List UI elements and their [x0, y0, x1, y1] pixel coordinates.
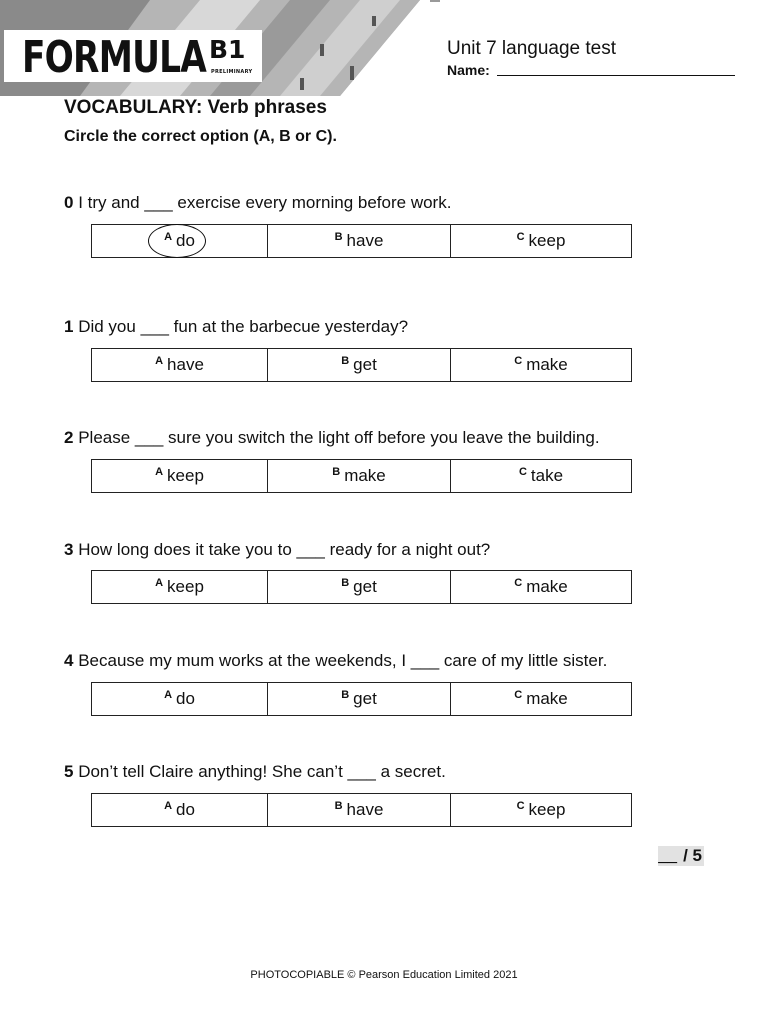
- question-text: Did you ___ fun at the barbecue yesterday?: [78, 317, 409, 336]
- option-b[interactable]: [267, 571, 450, 603]
- option-text: have: [346, 231, 384, 250]
- option-a[interactable]: [92, 794, 267, 826]
- option-b[interactable]: [267, 225, 450, 257]
- option-text: keep: [167, 466, 204, 485]
- question-number: 0: [64, 193, 74, 212]
- option-letter: B: [341, 689, 350, 701]
- option-text: keep: [167, 577, 204, 596]
- level-badge: B1: [209, 35, 246, 64]
- option-letter: B: [334, 800, 343, 812]
- option-letter: B: [341, 355, 350, 367]
- question-1: [64, 317, 408, 337]
- option-letter: C: [514, 355, 523, 367]
- question-number: 5: [64, 762, 74, 781]
- option-c[interactable]: [450, 683, 631, 715]
- option-text: take: [530, 466, 564, 485]
- option-letter: C: [516, 800, 525, 812]
- option-text: make: [526, 689, 568, 708]
- option-letter: C: [516, 231, 525, 243]
- question-text: Because my mum works at the weekends, I ___ care of my little sister.: [78, 651, 608, 670]
- option-text: keep: [528, 231, 566, 250]
- option-a[interactable]: [92, 571, 267, 603]
- question-text: I try and ___ exercise every morning before work.: [78, 193, 452, 212]
- option-c[interactable]: [450, 225, 631, 257]
- level-subtitle: PRELIMINARY: [211, 69, 253, 75]
- option-c[interactable]: [450, 794, 631, 826]
- options-row-4: [91, 682, 632, 716]
- option-a[interactable]: [92, 225, 267, 257]
- question-number: 1: [64, 317, 74, 336]
- option-letter: A: [155, 466, 164, 478]
- option-text: have: [167, 355, 204, 374]
- question-2: [64, 428, 600, 448]
- name-field[interactable]: [497, 75, 735, 76]
- question-text: How long does it take you to ___ ready for a night out?: [78, 540, 491, 559]
- score-separator: /: [683, 846, 688, 865]
- option-a[interactable]: [92, 683, 267, 715]
- option-letter: A: [155, 577, 164, 589]
- section-title: VOCABULARY: Verb phrases: [64, 97, 327, 118]
- option-letter: B: [334, 231, 343, 243]
- options-row-2: [91, 459, 632, 493]
- option-text: do: [176, 689, 195, 708]
- option-letter: B: [341, 577, 350, 589]
- option-text: make: [526, 577, 568, 596]
- option-text: have: [346, 800, 384, 819]
- answer-circle: [148, 224, 206, 258]
- option-letter: A: [155, 355, 164, 367]
- unit-title: Unit 7 language test: [447, 38, 617, 59]
- question-4: [64, 651, 607, 671]
- option-text: make: [526, 355, 568, 374]
- option-text: make: [344, 466, 386, 485]
- brand-logo: FORMULA: [22, 32, 207, 83]
- option-a[interactable]: [92, 349, 267, 381]
- score-blank[interactable]: __: [658, 846, 678, 865]
- options-row-0: [91, 224, 632, 258]
- question-5: [64, 762, 446, 782]
- options-row-5: [91, 793, 632, 827]
- option-b[interactable]: [267, 460, 450, 492]
- score-box: [658, 846, 704, 866]
- question-number: 2: [64, 428, 74, 447]
- option-text: get: [353, 689, 377, 708]
- score-total: 5: [692, 846, 702, 865]
- option-a[interactable]: [92, 460, 267, 492]
- options-row-3: [91, 570, 632, 604]
- option-c[interactable]: [450, 349, 631, 381]
- option-b[interactable]: [267, 683, 450, 715]
- name-label: Name:: [447, 62, 490, 78]
- question-number: 4: [64, 651, 74, 670]
- footer-copyright: PHOTOCOPIABLE © Pearson Education Limited 2021: [250, 969, 518, 981]
- option-text: keep: [528, 800, 566, 819]
- option-letter: C: [514, 689, 523, 701]
- option-letter: C: [514, 577, 523, 589]
- question-text: Please ___ sure you switch the light off before you leave the building.: [78, 428, 600, 447]
- question-number: 3: [64, 540, 74, 559]
- option-c[interactable]: [450, 571, 631, 603]
- option-letter: A: [164, 689, 173, 701]
- option-b[interactable]: [267, 794, 450, 826]
- question-0: [64, 193, 451, 213]
- instructions: Circle the correct option (A, B or C).: [64, 128, 337, 145]
- option-text: do: [176, 800, 195, 819]
- option-b[interactable]: [267, 349, 450, 381]
- options-row-1: [91, 348, 632, 382]
- option-text: get: [353, 355, 377, 374]
- option-text: do: [176, 231, 195, 250]
- question-3: [64, 540, 490, 560]
- option-c[interactable]: [450, 460, 631, 492]
- question-text: Don’t tell Claire anything! She can’t ___ a secret.: [78, 762, 446, 781]
- option-letter: A: [164, 800, 173, 812]
- option-letter: A: [164, 231, 173, 243]
- option-text: get: [353, 577, 377, 596]
- option-letter: C: [518, 466, 527, 478]
- option-letter: B: [332, 466, 341, 478]
